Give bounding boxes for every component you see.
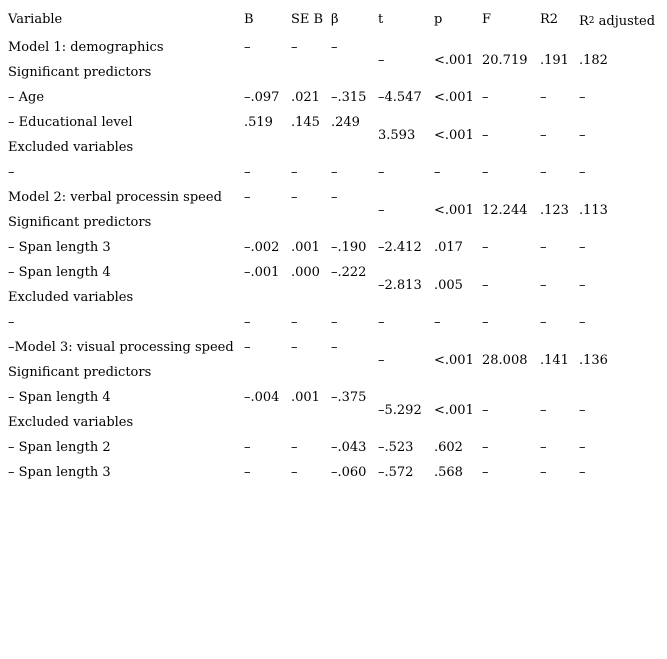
header-p: p	[434, 12, 443, 27]
p-cell: <.001	[434, 203, 474, 218]
r2-adjusted-cell: –	[579, 278, 586, 293]
variable-cell: – Span length 3	[8, 465, 111, 480]
f-cell: –	[482, 165, 489, 180]
variable-cell: Excluded variables	[8, 415, 134, 430]
header-beta: β	[331, 12, 339, 27]
p-cell: .005	[434, 278, 463, 293]
variable-cell: – Educational level	[8, 115, 133, 130]
se-b-cell: .000	[291, 265, 320, 280]
r2-cell: –	[540, 465, 547, 480]
variable-cell: Excluded variables	[8, 290, 134, 305]
header-t: t	[378, 12, 384, 27]
p-cell: <.001	[434, 353, 474, 368]
table-row	[0, 278, 667, 315]
b-cell: –	[244, 340, 251, 355]
t-cell: –	[378, 353, 385, 368]
table-row	[0, 353, 667, 390]
r2-adjusted-cell: –	[579, 403, 586, 418]
t-cell: –	[378, 315, 385, 330]
r2-adjusted-cell: –	[579, 165, 586, 180]
variable-cell: – Span length 2	[8, 440, 111, 455]
t-cell: –2.813	[378, 278, 422, 293]
variable-cell: Significant predictors	[8, 215, 152, 230]
se-b-cell: –	[291, 440, 298, 455]
f-cell: –	[482, 240, 489, 255]
r2-adjusted-cell: –	[579, 465, 586, 480]
variable-cell: – Age	[8, 90, 45, 105]
t-cell: –4.547	[378, 90, 422, 105]
se-b-cell: .145	[291, 115, 320, 130]
r2-cell: –	[540, 165, 547, 180]
header-se-b: SE B	[291, 12, 324, 27]
f-cell: –	[482, 128, 489, 143]
se-b-cell: –	[291, 40, 298, 55]
p-cell: <.001	[434, 53, 474, 68]
r2-cell: .141	[540, 353, 569, 368]
r2-adjusted-cell: –	[579, 240, 586, 255]
r2-adjusted-cell: .113	[579, 203, 608, 218]
table-row	[0, 403, 667, 440]
r2-cell: .191	[540, 53, 569, 68]
header-r2-adjusted	[579, 14, 655, 31]
p-cell: .568	[434, 465, 463, 480]
b-cell: –	[244, 315, 251, 330]
t-cell: 3.593	[378, 128, 416, 143]
p-cell: <.001	[434, 90, 474, 105]
f-cell: –	[482, 278, 489, 293]
b-cell: –	[244, 40, 251, 55]
beta-cell: –.190	[331, 240, 367, 255]
f-cell: –	[482, 90, 489, 105]
variable-cell: –Model 3: visual processing speed	[8, 340, 234, 355]
se-b-cell: –	[291, 315, 298, 330]
f-cell: –	[482, 403, 489, 418]
b-cell: –	[244, 465, 251, 480]
header-r2: R2	[540, 12, 559, 27]
beta-cell: –.060	[331, 465, 367, 480]
table-row	[0, 165, 667, 190]
f-cell: –	[482, 315, 489, 330]
p-cell: <.001	[434, 128, 474, 143]
b-cell: –.097	[244, 90, 280, 105]
variable-cell: Significant predictors	[8, 65, 152, 80]
table-row	[0, 90, 667, 115]
beta-cell: –	[331, 340, 338, 355]
se-b-cell: –	[291, 340, 298, 355]
t-cell: –.572	[378, 465, 414, 480]
b-cell: –	[244, 440, 251, 455]
beta-cell: –.043	[331, 440, 367, 455]
p-cell: –	[434, 165, 441, 180]
b-cell: –.004	[244, 390, 280, 405]
beta-cell: –	[331, 315, 338, 330]
variable-cell: –	[8, 165, 15, 180]
r2-cell: –	[540, 128, 547, 143]
p-cell: –	[434, 315, 441, 330]
variable-cell: –	[8, 315, 15, 330]
beta-cell: .249	[331, 115, 360, 130]
r2-adjusted-cell: .136	[579, 353, 608, 368]
table-row	[0, 115, 667, 140]
table-row	[0, 203, 667, 240]
variable-cell: – Span length 4	[8, 265, 111, 280]
r2-adjusted-cell: –	[579, 440, 586, 455]
header-f: F	[482, 12, 492, 27]
variable-cell: – Span length 3	[8, 240, 111, 255]
beta-cell: –	[331, 165, 338, 180]
b-cell: .519	[244, 115, 273, 130]
b-cell: –	[244, 165, 251, 180]
table-row	[0, 465, 667, 490]
b-cell: –.001	[244, 265, 280, 280]
r2-cell: –	[540, 278, 547, 293]
table-row	[0, 440, 667, 465]
variable-cell: Excluded variables	[8, 140, 134, 155]
table-header-row	[0, 12, 667, 37]
t-cell: –	[378, 203, 385, 218]
beta-cell: –.375	[331, 390, 367, 405]
f-cell: –	[482, 465, 489, 480]
f-cell: –	[482, 440, 489, 455]
f-cell: 12.244	[482, 203, 528, 218]
p-cell: .017	[434, 240, 463, 255]
p-cell: <.001	[434, 403, 474, 418]
t-cell: –5.292	[378, 403, 422, 418]
beta-cell: –	[331, 40, 338, 55]
variable-cell: Model 2: verbal processin speed	[8, 190, 222, 205]
r2-cell: –	[540, 90, 547, 105]
p-cell: .602	[434, 440, 463, 455]
table-row	[0, 128, 667, 165]
r2-cell: –	[540, 440, 547, 455]
table-row	[0, 240, 667, 265]
r2-cell: .123	[540, 203, 569, 218]
beta-cell: –.222	[331, 265, 367, 280]
t-cell: –	[378, 53, 385, 68]
header-r2adj-sup: 2	[588, 16, 595, 26]
r2-cell: –	[540, 240, 547, 255]
header-r2adj-rest: adjusted	[594, 14, 656, 29]
r2-cell: –	[540, 403, 547, 418]
r2-adjusted-cell: –	[579, 128, 586, 143]
f-cell: 20.719	[482, 53, 528, 68]
beta-cell: –	[331, 190, 338, 205]
se-b-cell: .001	[291, 240, 320, 255]
t-cell: –	[378, 165, 385, 180]
se-b-cell: –	[291, 465, 298, 480]
r2-adjusted-cell: –	[579, 90, 586, 105]
r2-adjusted-cell: –	[579, 315, 586, 330]
beta-cell: –.315	[331, 90, 367, 105]
t-cell: –2.412	[378, 240, 422, 255]
se-b-cell: –	[291, 190, 298, 205]
r2-cell: –	[540, 315, 547, 330]
b-cell: –.002	[244, 240, 280, 255]
table-row	[0, 390, 667, 415]
f-cell: 28.008	[482, 353, 528, 368]
r2-adjusted-cell: .182	[579, 53, 608, 68]
header-b: B	[244, 12, 254, 27]
b-cell: –	[244, 190, 251, 205]
variable-cell: Model 1: demographics	[8, 40, 164, 55]
table-row	[0, 265, 667, 290]
table-row	[0, 315, 667, 340]
se-b-cell: .021	[291, 90, 320, 105]
t-cell: –.523	[378, 440, 414, 455]
header-variable: Variable	[8, 12, 63, 27]
variable-cell: – Span length 4	[8, 390, 111, 405]
se-b-cell: –	[291, 165, 298, 180]
table-row	[0, 53, 667, 90]
se-b-cell: .001	[291, 390, 320, 405]
variable-cell: Significant predictors	[8, 365, 152, 380]
header-r2adj-base: R	[579, 14, 589, 29]
